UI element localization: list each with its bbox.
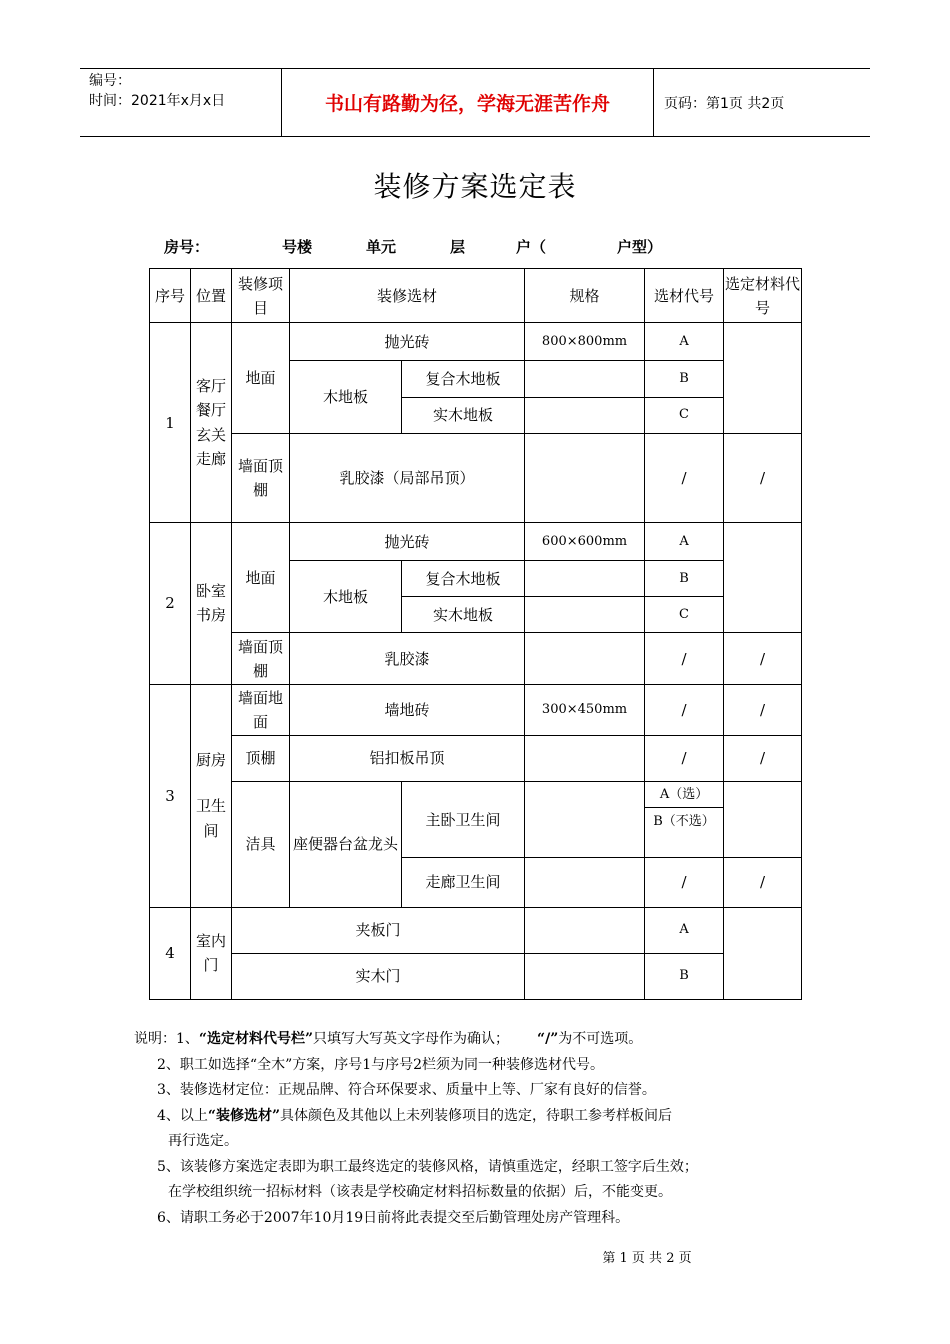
g1-position: 客厅餐厅玄关走廊	[191, 323, 232, 523]
document-time: 时间：2021年x月x日	[89, 93, 226, 109]
note-1-text: 只填写大写英文字母作为确认；	[313, 1031, 510, 1047]
note-4-prefix: 4、以上	[157, 1107, 208, 1124]
g1-solid-wood: 实木地板	[402, 397, 525, 433]
notes-section	[134, 1027, 814, 1231]
g3-code-b-not-selected: B（不选）	[645, 808, 724, 858]
header-item: 装修项目	[232, 269, 290, 323]
header-page-number: 页码：第1页 共2页	[664, 95, 785, 112]
note-2: 2、职工如选择“全木”方案，序号1与序号2栏须为同一种装修选材代号。	[157, 1056, 605, 1073]
header-selected: 选定材料代号	[724, 269, 802, 323]
header-meta	[80, 69, 282, 136]
g2-solid-spec	[525, 597, 645, 633]
header-spec: 规格	[525, 269, 645, 323]
note-1-bold-field: “选定材料代号栏”	[198, 1031, 314, 1047]
g3-position-bathroom: 卫生间	[195, 797, 226, 840]
g4-solid-door: 实木门	[232, 953, 525, 999]
g2-paint-code: /	[645, 633, 724, 684]
g3-position-kitchen: 厨房	[195, 750, 226, 769]
g1-paint-selected: /	[724, 433, 802, 522]
g3-hall-spec	[525, 858, 645, 907]
renovation-table	[149, 268, 802, 1000]
g1-solid-spec	[525, 397, 645, 433]
g4-selected-door-input[interactable]	[724, 907, 802, 999]
g2-code-a: A	[645, 523, 724, 561]
note-1-slash-symbol: “/”	[537, 1031, 559, 1047]
header-code: 选材代号	[645, 269, 724, 323]
g2-code-c: C	[645, 597, 724, 633]
note-4-continued: 再行选定。	[168, 1133, 238, 1149]
room-household: 户（	[516, 238, 547, 256]
table-row	[150, 782, 802, 808]
table-row	[150, 907, 802, 953]
note-5: 5、该装修方案选定表即为职工最终选定的装修风格，请慎重选定，经职工签字后生效；	[157, 1158, 698, 1175]
g3-toilet-basin-faucet: 座便器台盆龙头	[290, 782, 402, 907]
g3-sanitary: 洁具	[232, 782, 290, 907]
room-building: 号楼	[282, 238, 313, 256]
g1-tile-spec: 800×800mm	[525, 323, 645, 361]
g1-composite-wood: 复合木地板	[402, 361, 525, 397]
g3-seq: 3	[150, 684, 191, 907]
g1-paint-spec	[525, 433, 645, 522]
document-number: 编号：	[89, 73, 131, 89]
note-5-continued: 在学校组织统一招标材料（该表是学校确定材料招标数量的依据）后，不能变更。	[168, 1184, 672, 1200]
g3-hall-bathroom: 走廊卫生间	[402, 858, 525, 907]
g1-latex-paint: 乳胶漆（局部吊顶）	[290, 433, 525, 522]
g3-ceiling-spec	[525, 735, 645, 781]
note-4	[134, 1104, 814, 1130]
g2-code-b: B	[645, 561, 724, 597]
g1-selected-floor-input[interactable]	[724, 323, 802, 433]
table-row	[150, 323, 802, 361]
g2-wall-ceiling: 墙面顶棚	[232, 633, 290, 684]
note-1-prefix: 说明：1、	[134, 1031, 199, 1047]
table-row	[150, 735, 802, 781]
note-4-bold-field: “装修选材”	[207, 1107, 281, 1124]
header-material: 装修选材	[290, 269, 525, 323]
g3-tile-spec: 300×450mm	[525, 684, 645, 735]
g3-ceiling-code: /	[645, 735, 724, 781]
g3-aluminum-ceiling: 铝扣板吊顶	[290, 735, 525, 781]
header-motto: 书山有路勤为径，学海无涯苦作舟	[282, 69, 654, 136]
page-footer	[0, 1247, 950, 1266]
g2-paint-selected: /	[724, 633, 802, 684]
note-1-suffix: 为不可选项。	[558, 1031, 643, 1047]
g2-composite-wood: 复合木地板	[402, 561, 525, 597]
header-seq: 序号	[150, 269, 191, 323]
room-type: 户型）	[617, 238, 663, 256]
g4-seq: 4	[150, 907, 191, 999]
g3-wall-floor: 墙面地面	[232, 684, 290, 735]
table-row	[150, 523, 802, 561]
g2-polished-tile: 抛光砖	[290, 523, 525, 561]
g3-hall-selected: /	[724, 858, 802, 907]
g4-plywood-door: 夹板门	[232, 907, 525, 953]
g2-position: 卧室书房	[191, 523, 232, 685]
g3-master-spec	[525, 782, 645, 858]
page-title: 装修方案选定表	[373, 170, 577, 203]
note-1	[134, 1027, 814, 1053]
g1-composite-spec	[525, 361, 645, 397]
g3-master-bathroom: 主卧卫生间	[402, 782, 525, 858]
room-label: 房号：	[164, 238, 210, 256]
g2-tile-spec: 600×600mm	[525, 523, 645, 561]
g2-paint-spec	[525, 633, 645, 684]
page-header	[80, 68, 870, 137]
g1-code-c: C	[645, 397, 724, 433]
table-row	[150, 953, 802, 999]
header-position: 位置	[191, 269, 232, 323]
g4-position: 室内门	[191, 907, 232, 999]
g3-wall-floor-tile: 墙地砖	[290, 684, 525, 735]
room-floor: 层	[450, 238, 466, 256]
g2-selected-floor-input[interactable]	[724, 523, 802, 633]
footer-page-number: 第 1 页 共 2 页	[602, 1251, 692, 1266]
g1-wall-ceiling: 墙面顶棚	[232, 433, 290, 522]
table-row	[150, 684, 802, 735]
g2-seq: 2	[150, 523, 191, 685]
table-header-row	[150, 269, 802, 323]
g2-latex-paint: 乳胶漆	[290, 633, 525, 684]
g2-wood-floor: 木地板	[290, 561, 402, 633]
g1-paint-code: /	[645, 433, 724, 522]
g1-seq: 1	[150, 323, 191, 523]
note-4-text: 具体颜色及其他以上未列装修项目的选定，待职工参考样板间后	[280, 1107, 673, 1124]
table-row	[150, 433, 802, 522]
g3-tile-code: /	[645, 684, 724, 735]
table-row	[150, 633, 802, 684]
g3-position	[191, 684, 232, 907]
note-6: 6、请职工务必于2007年10月19日前将此表提交至后勤管理处房产管理科。	[157, 1209, 630, 1226]
g3-hall-code: /	[645, 858, 724, 907]
g3-ceiling-selected: /	[724, 735, 802, 781]
g1-code-a: A	[645, 323, 724, 361]
g3-ceiling: 顶棚	[232, 735, 290, 781]
g1-wood-floor: 木地板	[290, 361, 402, 433]
g2-floor: 地面	[232, 523, 290, 633]
g4-code-a: A	[645, 907, 724, 953]
room-unit: 单元	[366, 238, 397, 256]
g3-tile-selected: /	[724, 684, 802, 735]
g2-solid-wood: 实木地板	[402, 597, 525, 633]
g2-composite-spec	[525, 561, 645, 597]
g4-plywood-spec	[525, 907, 645, 953]
g3-code-a-selected: A（选）	[645, 782, 724, 808]
g1-code-b: B	[645, 361, 724, 397]
g1-floor: 地面	[232, 323, 290, 433]
g4-code-b: B	[645, 953, 724, 999]
g1-polished-tile: 抛光砖	[290, 323, 525, 361]
g3-master-selected-input[interactable]	[724, 782, 802, 858]
note-3: 3、装修选材定位：正规品牌、符合环保要求、质量中上等、厂家有良好的信誉。	[157, 1082, 656, 1098]
g4-solid-spec	[525, 953, 645, 999]
